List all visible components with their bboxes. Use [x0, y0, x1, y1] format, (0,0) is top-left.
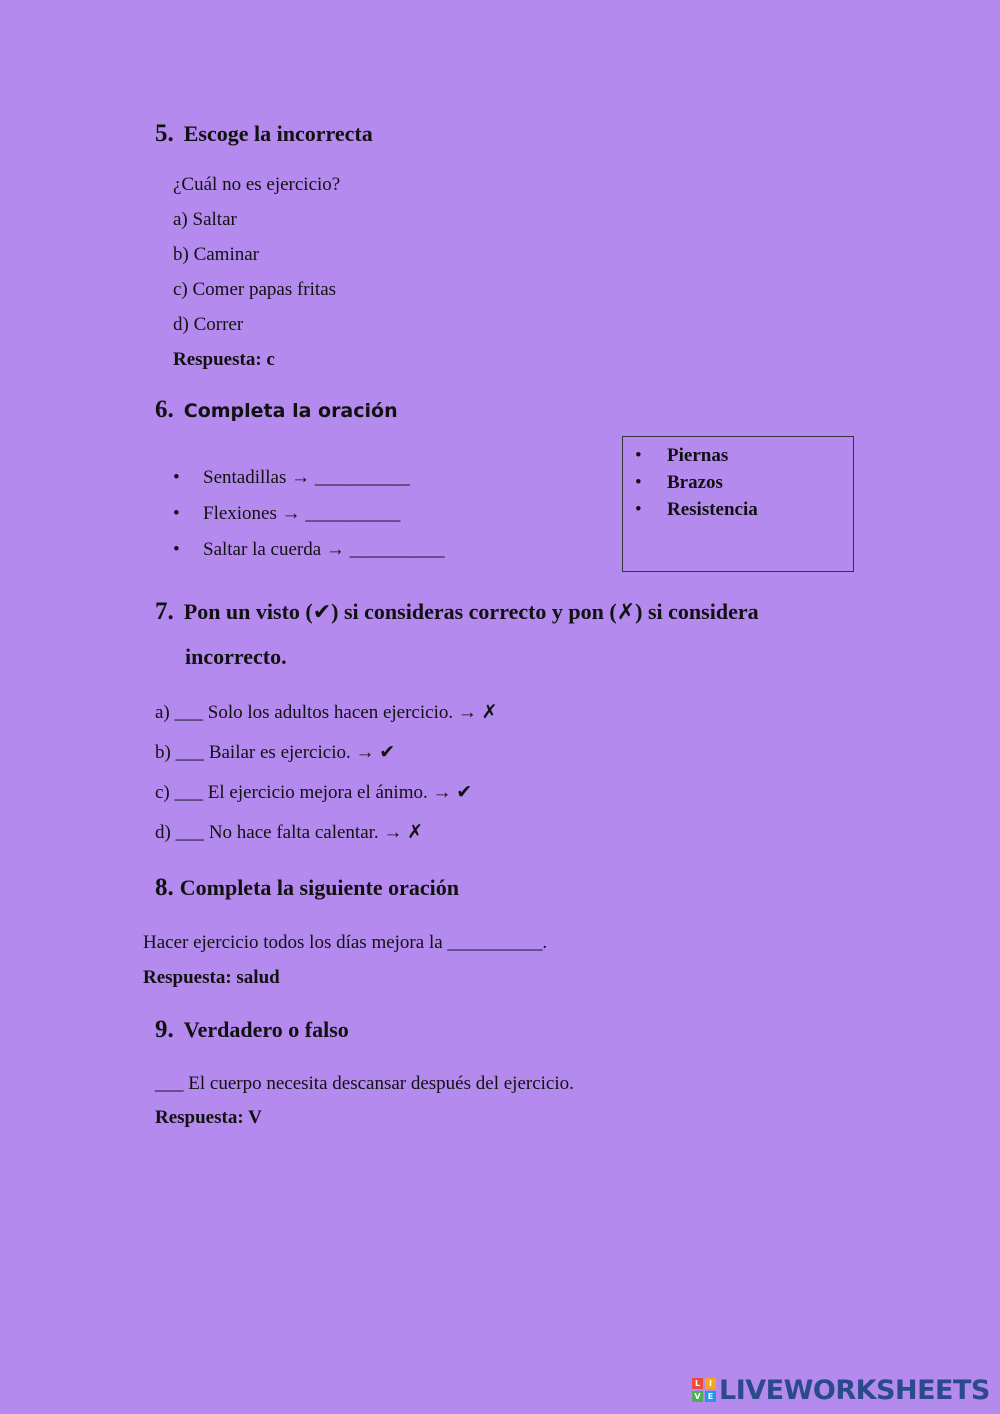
cross-icon: ✗: [616, 600, 636, 625]
q7-item-b: [155, 741, 395, 764]
bullet-icon: •: [635, 472, 642, 493]
q6-number: 6.: [155, 396, 174, 423]
q6-item-3: [173, 539, 445, 561]
q6-item-2: [173, 503, 400, 525]
q7-title-line-2: incorrecto.: [185, 644, 287, 669]
q8-title: Completa la siguiente oración: [179, 875, 460, 900]
logo-text: LIVEWORKSHEETS: [719, 1374, 990, 1406]
q5-option-c: c) Comer papas fritas: [173, 279, 337, 300]
q6-box-word-text: Piernas: [667, 445, 729, 466]
q6-box-word-text: Brazos: [667, 472, 723, 493]
check-icon: ✔: [312, 600, 332, 625]
check-icon: ✔: [456, 781, 473, 803]
logo-block-l: L: [692, 1378, 703, 1389]
q7-title-part-3: ) si considera: [635, 599, 759, 624]
q9-sentence: ___ El cuerpo necesita descansar después del ejercicio.: [155, 1073, 574, 1094]
q9-heading: [155, 1016, 349, 1044]
q9-number: 9.: [155, 1016, 174, 1043]
q6-box-word-3: [635, 499, 758, 521]
logo-block-v: V: [692, 1391, 703, 1402]
q6-box-word-1: [635, 445, 729, 467]
q6-item-1: [173, 467, 410, 489]
q9-answer: Respuesta: V: [155, 1107, 262, 1128]
q5-option-b: b) Caminar: [173, 244, 260, 265]
q6-title: Completa la oración: [183, 400, 398, 422]
q5-heading: [155, 120, 373, 148]
q7-item-text: c) ___ El ejercicio mejora el ánimo. →: [155, 782, 452, 803]
q7-number: 7.: [155, 598, 174, 625]
bullet-icon: •: [635, 499, 642, 520]
q7-heading: [155, 598, 759, 626]
q7-item-a: [155, 701, 498, 724]
q7-item-text: b) ___ Bailar es ejercicio. →: [155, 742, 375, 763]
check-icon: ✔: [379, 741, 396, 763]
q7-item-d: [155, 821, 423, 844]
logo-block-i: I: [705, 1378, 716, 1389]
q6-heading: [155, 396, 398, 424]
q8-answer: Respuesta: salud: [143, 967, 280, 988]
q6-item-text: Sentadillas → __________: [203, 467, 410, 488]
bullet-icon: •: [173, 503, 180, 524]
bullet-icon: •: [635, 445, 642, 466]
logo-blocks-icon: [692, 1378, 716, 1402]
q5-answer: Respuesta: c: [173, 349, 275, 370]
q7-item-text: a) ___ Solo los adultos hacen ejercicio. →: [155, 702, 477, 723]
q5-option-a: a) Saltar: [173, 209, 237, 230]
q7-item-text: d) ___ No hace falta calentar. →: [155, 822, 403, 843]
q7-title-part-1: Pon un visto (: [183, 599, 313, 624]
q6-item-text: Flexiones → __________: [203, 503, 401, 524]
cross-icon: ✗: [481, 701, 498, 723]
q5-title: Escoge la incorrecta: [183, 121, 373, 146]
q8-heading: [155, 874, 459, 902]
bullet-icon: •: [173, 467, 180, 488]
q6-box-word-text: Resistencia: [667, 499, 758, 520]
q5-number: 5.: [155, 120, 174, 147]
logo-block-e: E: [705, 1391, 716, 1402]
q6-item-text: Saltar la cuerda → __________: [203, 539, 445, 560]
q5-question: ¿Cuál no es ejercicio?: [173, 174, 341, 195]
liveworksheets-logo: [692, 1374, 990, 1406]
q5-option-d: d) Correr: [173, 314, 244, 335]
cross-icon: ✗: [407, 821, 424, 843]
q8-sentence: Hacer ejercicio todos los días mejora la __________.: [143, 932, 548, 953]
q6-box-word-2: [635, 472, 723, 494]
q7-item-c: [155, 781, 472, 804]
q7-title-part-2: ) si consideras correcto y pon (: [331, 599, 617, 624]
q9-title: Verdadero o falso: [183, 1017, 349, 1042]
q6-word-box: [622, 436, 854, 572]
bullet-icon: •: [173, 539, 180, 560]
q8-number: 8.: [155, 874, 174, 901]
